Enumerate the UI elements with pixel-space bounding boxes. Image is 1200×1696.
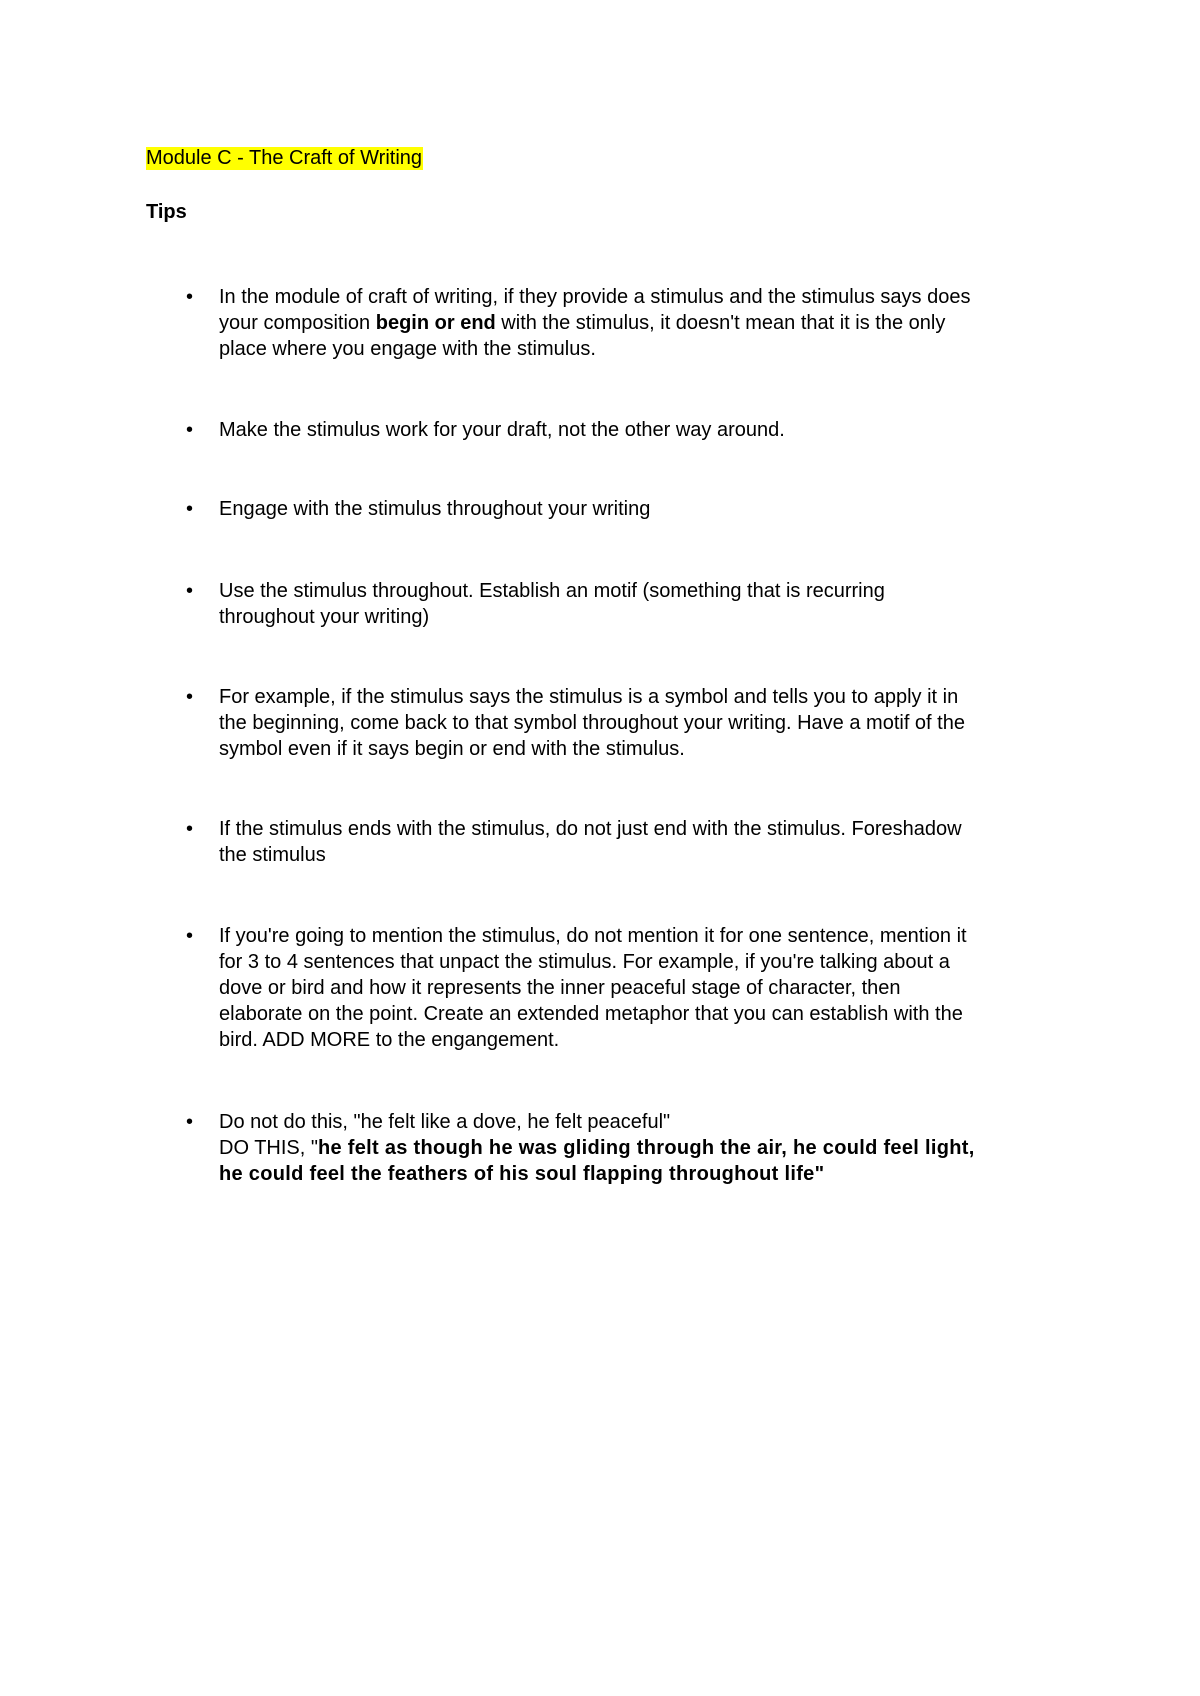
tip-text: Engage with the stimulus throughout your writing: [219, 498, 651, 520]
good-example-quote: he felt as though he was gliding through the air, he could feel light,: [317, 1137, 975, 1159]
good-example-quote: he could feel the feathers of his soul flapping throughout life": [219, 1163, 825, 1185]
tip-line: In the module of craft of writing, if they provide a stimulus and the stimulus says does: [219, 286, 971, 308]
tip-item: [186, 684, 1086, 762]
tip-line: with the stimulus, it doesn't mean that it is the only: [495, 312, 946, 334]
bullet-icon: •: [186, 286, 194, 308]
tip-item: [186, 816, 1086, 868]
tip-text: [219, 284, 1086, 362]
tip-text: Make the stimulus work for your draft, not the other way around.: [219, 419, 785, 441]
tip-text: If the stimulus ends with the stimulus, do not just end with the stimulus. Foreshadow the stimulus: [219, 818, 962, 866]
tip-line: place where you engage with the stimulus.: [219, 338, 596, 360]
title-highlight: Module C - The Craft of Writing: [146, 147, 423, 169]
tip-text: [219, 1109, 1086, 1187]
tip-item: [186, 496, 1086, 522]
bullet-icon: •: [186, 925, 194, 947]
tip-item: [186, 923, 1086, 1053]
bullet-icon: •: [186, 686, 194, 708]
tip-text: Use the stimulus throughout. Establish an motif (something that is recurring throughout your writing): [219, 580, 885, 628]
tip-emphasis: begin or end: [375, 312, 496, 334]
document-title: [146, 146, 423, 170]
bullet-icon: •: [186, 1111, 194, 1133]
tip-item: [186, 417, 1086, 443]
tips-heading: Tips: [146, 201, 187, 223]
bullet-icon: •: [186, 419, 194, 441]
tip-text: For example, if the stimulus says the stimulus is a symbol and tells you to apply it in the beginning, come back to that symbol throughout your writing. Have a motif of the symbol even if it says begin or end with the stimulus.: [219, 686, 965, 760]
good-example-prefix: DO THIS, ": [219, 1137, 318, 1159]
tip-item: [186, 1109, 1086, 1187]
tip-item: [186, 284, 1086, 362]
tip-item: [186, 578, 1086, 630]
bad-example: Do not do this, "he felt like a dove, he felt peaceful": [219, 1111, 671, 1133]
bullet-icon: •: [186, 580, 194, 602]
bullet-icon: •: [186, 818, 194, 840]
tip-line: your composition: [219, 312, 376, 334]
tip-text: If you're going to mention the stimulus, do not mention it for one sentence, mention it for 3 to 4 sentences that unpact the stimulus. For example, if you're talking about a dove or bird and how it represents the inner peaceful stage of character, then elaborate on the point. Create an extended metaphor that you can establish with the bird. ADD MORE to the engangement.: [219, 925, 967, 1051]
bullet-icon: •: [186, 498, 194, 520]
